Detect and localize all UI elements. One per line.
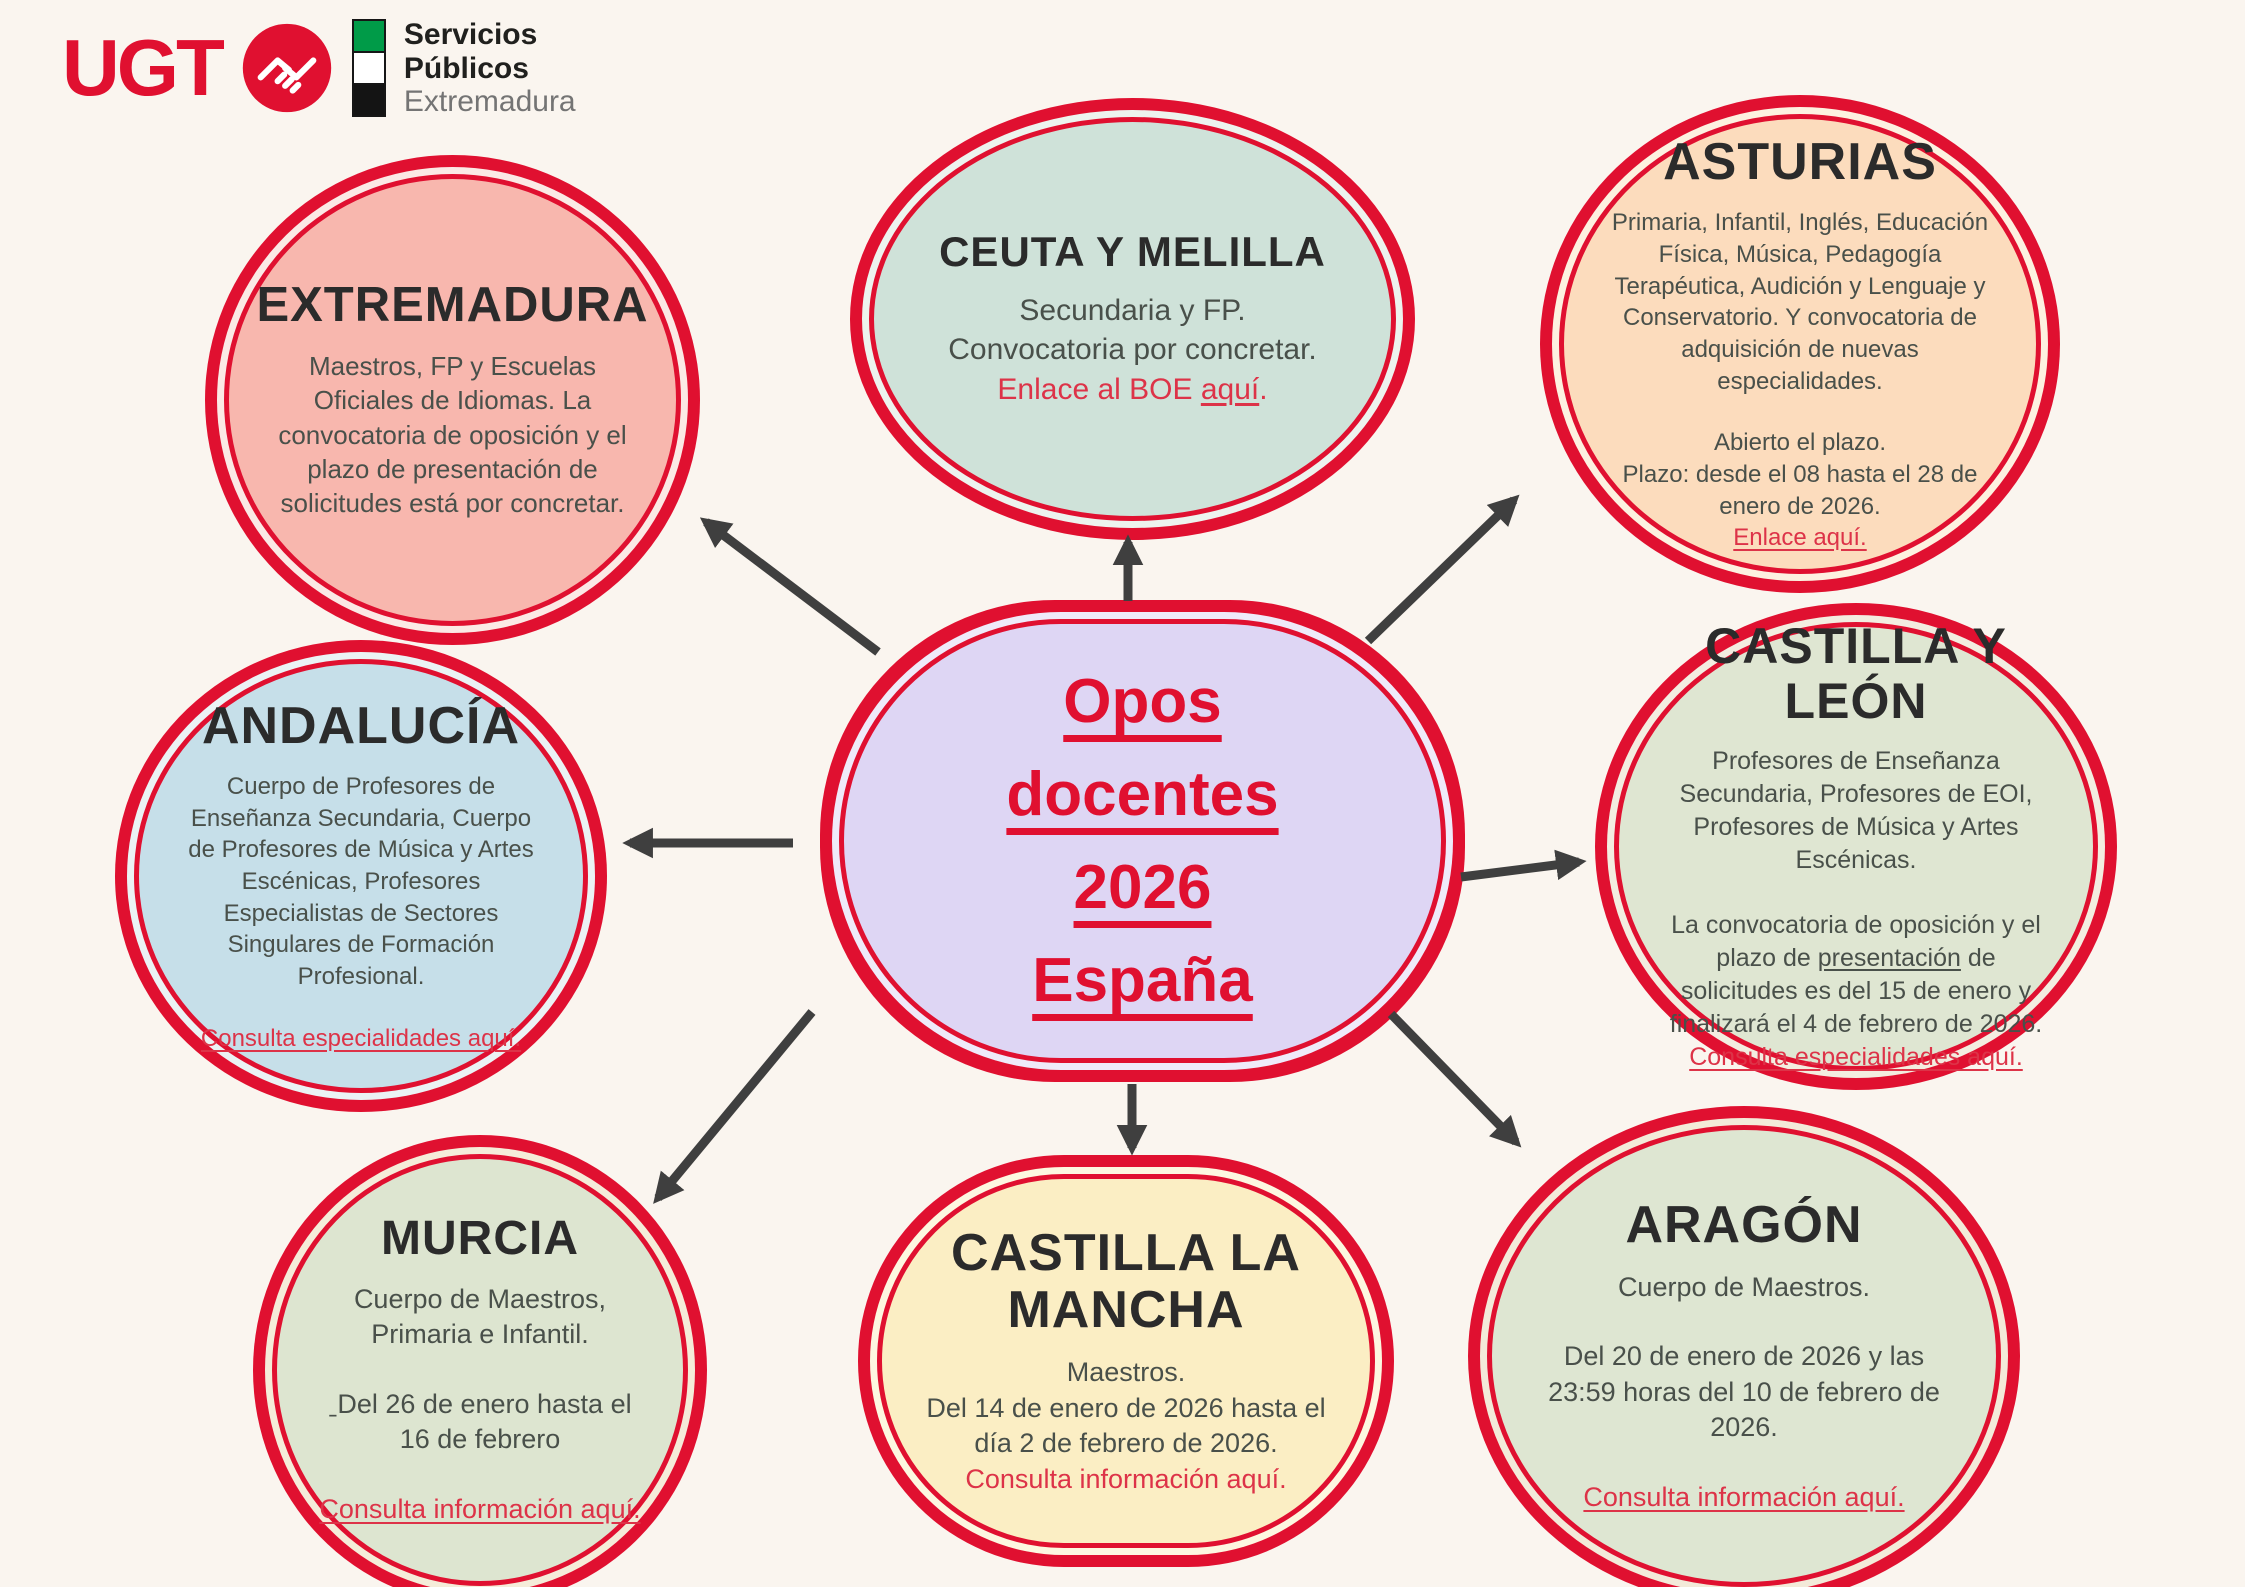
center-title-line: Opos: [1063, 667, 1222, 736]
bubble-castilla-mancha: [858, 1155, 1394, 1567]
arrow-to-extremadura: [706, 522, 878, 652]
org-name-line3: Extremadura: [403, 85, 576, 119]
center-title-line: 2026: [1073, 853, 1212, 922]
bubble-inner: [1559, 114, 2041, 574]
region-body: [265, 349, 640, 521]
bubble-murcia: [253, 1135, 707, 1587]
center-title-line: docentes: [1006, 760, 1279, 829]
region-body: Del 20 de enero de 2026 y las 23:59 horas del 10 de febrero de 2026.: [1548, 1341, 1940, 1443]
flag-stripe-black: [354, 85, 384, 115]
region-body: Profesores de Enseñanza Secundaria, Profesores de EOI, Profesores de Música y Artes Escénicas.: [1679, 747, 2033, 875]
body-text: Maestros, FP y Escuelas Oficiales de Idiomas.: [308, 351, 597, 416]
bubble-inner: [1487, 1125, 2001, 1587]
bubble-inner: [272, 1154, 688, 1586]
bubble-ring: [265, 1147, 695, 1587]
flag-stripe-white: [354, 53, 384, 85]
bubble-inner: [869, 117, 1396, 521]
bubble-ring: [870, 1167, 1382, 1555]
consulta-informacion-link[interactable]: Consulta información aquí.: [319, 1493, 641, 1524]
region-body: Cuerpo de Maestros, Primaria e Infantil.: [353, 1283, 607, 1350]
boe-link-line: [997, 370, 1267, 410]
bubble-asturias: [1540, 95, 2060, 593]
bubble-ring: [217, 167, 688, 633]
region-body: Maestros.: [1066, 1356, 1186, 1387]
region-body: Plazo: desde el 08 hasta el 28 de enero de 2026.: [1622, 460, 1978, 520]
logo: [62, 18, 576, 119]
region-body: Convocatoria por concretar.: [948, 333, 1317, 367]
bubble-extremadura: [205, 155, 700, 645]
bubble-inner: [1614, 618, 2098, 1071]
region-body: Del 14 de enero de 2026 hasta el día 2 de febrero de 2026.: [926, 1392, 1326, 1459]
link-text: .: [1259, 372, 1268, 406]
consulta-informacion-link[interactable]: Consulta información aquí.: [965, 1463, 1287, 1494]
consulta-especialidades-link[interactable]: Consulta especialidades aquí.: [1689, 1042, 2023, 1071]
region-title-ceuta-melilla: CEUTA Y MELILLA: [939, 227, 1326, 275]
org-name-line1: Servicios: [403, 18, 538, 51]
region-body: Cuerpo de Profesores de Enseñanza Secundaria, Cuerpo de Profesores de Música y Artes Escénicas, Profesores Especialistas de Sectores Singulares de Formación Profesional.: [188, 772, 534, 990]
enlace-link[interactable]: Enlace aquí.: [1733, 524, 1867, 552]
body-text: La convocatoria de oposición y el plazo de presentación de solicitudes está por concretar.: [278, 385, 627, 519]
region-body: Primaria, Infantil, Inglés, Educación Física, Música, Pedagogía Terapéutica, Audición y Lenguaje y Conservatorio. Y convocatoria de adquisición de nuevas especialidades.: [1611, 209, 1989, 395]
bubble-ring: [1607, 615, 2105, 1078]
consulta-informacion-link[interactable]: Consulta información aquí.: [1583, 1481, 1905, 1512]
bubble-inner: [877, 1174, 1375, 1548]
consulta-especialidades-link[interactable]: Consulta especialidades aquí.: [200, 1024, 522, 1052]
bubble-ring: [862, 110, 1403, 528]
region-body: [1655, 909, 2057, 1041]
org-name: [404, 18, 576, 119]
bubble-ceuta-melilla: [850, 98, 1415, 540]
center-title-line: España: [1032, 946, 1253, 1015]
bubble-ring: [832, 612, 1453, 1070]
region-title-murcia: MURCIA: [381, 1211, 579, 1265]
region-body: Cuerpo de Maestros.: [1617, 1271, 1871, 1302]
handshake-icon: [240, 21, 334, 115]
region-title-asturias: ASTURIAS: [1663, 133, 1937, 192]
region-body: ˍDel 26 de enero hasta el 16 de febrero: [328, 1388, 632, 1455]
org-name-line2: Públicos: [403, 51, 529, 85]
flag-stripe-green: [354, 21, 384, 53]
boe-link[interactable]: aquí: [1200, 372, 1260, 406]
bubble-ring: [1552, 107, 2048, 581]
bubble-inner: [134, 659, 588, 1093]
arrow-to-aragon: [1391, 1014, 1516, 1142]
region-title-andalucia: ANDALUCÍA: [201, 696, 521, 755]
region-body: Abierto el plazo.: [1713, 429, 1887, 457]
body-text: de solicitudes es del 15 de enero y finalizará el 4 de febrero de 2026.: [1669, 943, 2043, 1038]
arrow-to-asturias: [1368, 500, 1514, 641]
bubble-aragon: [1468, 1106, 2020, 1587]
body-text: La convocatoria de oposición y el plazo de: [1671, 910, 2041, 972]
arrow-to-castilla-leon: [1461, 862, 1579, 877]
ugt-logo-text: UGT: [62, 23, 222, 113]
bubble-andalucia: [115, 640, 607, 1112]
link-text: Enlace al BOE: [997, 372, 1201, 406]
region-title-aragon: ARAGÓN: [1625, 1195, 1863, 1254]
bubble-inner: [839, 619, 1446, 1063]
arrow-to-murcia: [658, 1012, 812, 1198]
extremadura-flag-icon: [352, 19, 386, 117]
region-title-castilla-mancha: CASTILLA LA MANCHA: [951, 1223, 1301, 1339]
bubble-inner: [224, 174, 681, 626]
bubble-center-title: [820, 600, 1465, 1082]
bubble-ring: [1480, 1118, 2008, 1587]
bubble-castilla-leon: [1595, 603, 2117, 1090]
bubble-ring: [127, 652, 595, 1100]
region-title-castilla-leon: CASTILLA Y LEÓN: [1705, 618, 2007, 730]
region-body: Secundaria y FP.: [1019, 293, 1246, 327]
body-text-underlined: presentación: [1817, 943, 1961, 972]
region-title-extremadura: EXTREMADURA: [256, 278, 649, 333]
